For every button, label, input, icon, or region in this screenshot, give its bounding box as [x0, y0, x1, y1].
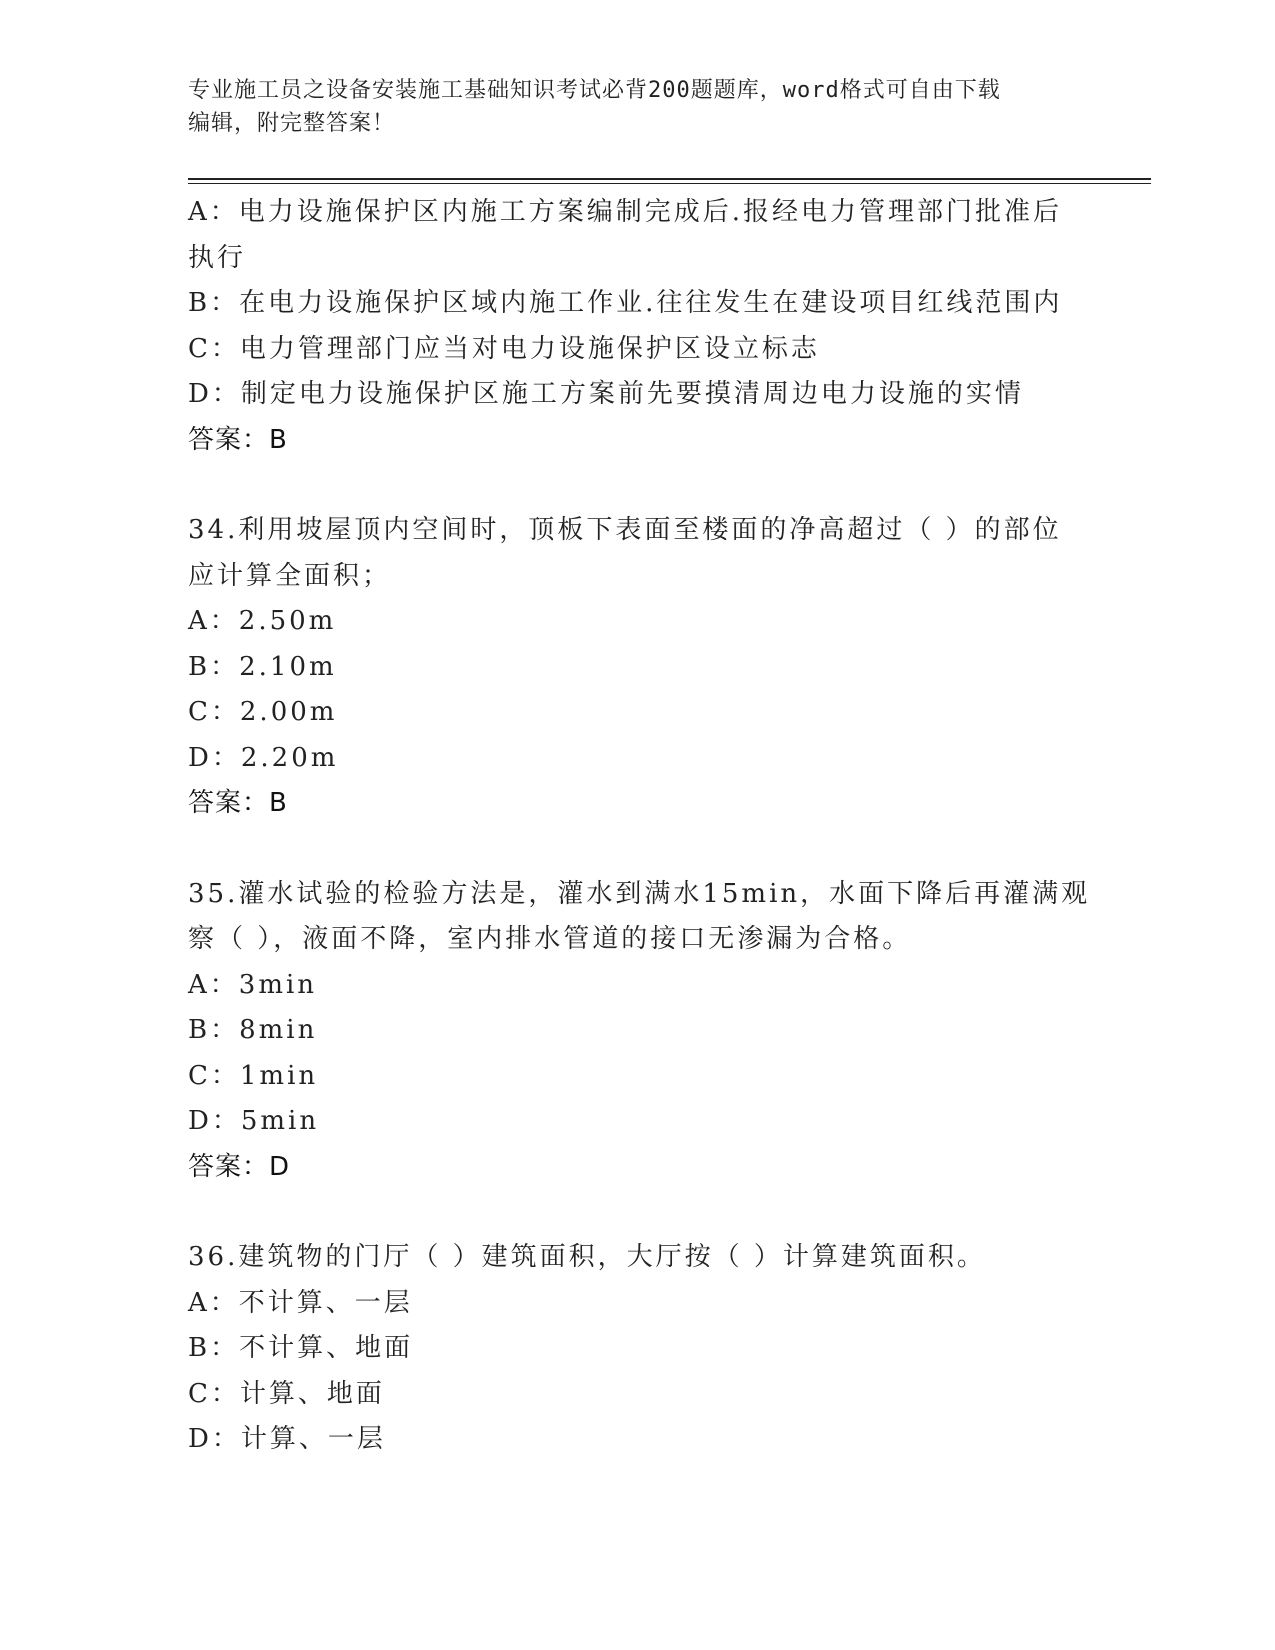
header-title-line-1: 专业施工员之设备安装施工基础知识考试必背200题题库，word格式可自由下载: [188, 78, 1001, 103]
answer: 答案：D: [188, 1151, 291, 1182]
option-c: C：2.00m: [188, 697, 338, 727]
option-b: B：2.10m: [188, 651, 337, 682]
spacer: [188, 463, 1088, 508]
header-divider-thick: [188, 178, 1151, 180]
option-a-line-1: A：电力设施保护区内施工方案编制完成后.报经电力管理部门批准后: [188, 197, 1063, 227]
option-a: A：3min: [188, 969, 318, 1000]
option-b: B：8min: [188, 1015, 318, 1045]
header-title-line-2: 编辑，附完整答案！: [188, 111, 396, 136]
document-header: [188, 74, 1088, 140]
option-d: D：计算、一层: [188, 1424, 386, 1454]
option-c: C：1min: [188, 1060, 319, 1091]
option-b: B：不计算、地面: [188, 1333, 414, 1363]
header-divider-thin: [188, 183, 1151, 184]
question-stem-line-2: 察（ ），液面不降，室内排水管道的接口无渗漏为合格。: [188, 924, 912, 954]
question-35: [188, 872, 1091, 1191]
question-33: [188, 190, 1088, 463]
option-a: A：不计算、一层: [188, 1287, 413, 1318]
question-stem-line-2: 应计算全面积；: [188, 560, 392, 591]
option-d: D：2.20m: [188, 742, 339, 773]
question-stem-line-1: 36.建筑物的门厅（ ）建筑面积，大厅按（ ）计算建筑面积。: [188, 1242, 986, 1272]
question-list: [188, 190, 1091, 1463]
option-c: C：计算、地面: [188, 1378, 385, 1409]
option-c: C：电力管理部门应当对电力设施保护区设立标志: [188, 333, 820, 364]
option-b: B：在电力设施保护区域内施工作业.往往发生在建设项目红线范围内: [188, 288, 1063, 318]
question-stem-line-1: 34.利用坡屋顶内空间时，顶板下表面至楼面的净高超过（ ）的部位: [188, 515, 1062, 545]
answer: 答案：B: [188, 424, 288, 455]
option-d: D：制定电力设施保护区施工方案前先要摸清周边电力设施的实情: [188, 379, 1024, 409]
question-stem-line-1: 35.灌水试验的检验方法是，灌水到满水15min，水面下降后再灌满观: [188, 878, 1091, 909]
question-36: [188, 1235, 1088, 1463]
spacer: [188, 827, 1088, 872]
option-a-line-2: 执行: [188, 242, 247, 273]
question-34: [188, 508, 1088, 827]
option-d: D：5min: [188, 1106, 320, 1136]
option-a: A：2.50m: [188, 606, 337, 636]
answer: 答案：B: [188, 788, 288, 818]
spacer: [188, 1190, 1088, 1235]
